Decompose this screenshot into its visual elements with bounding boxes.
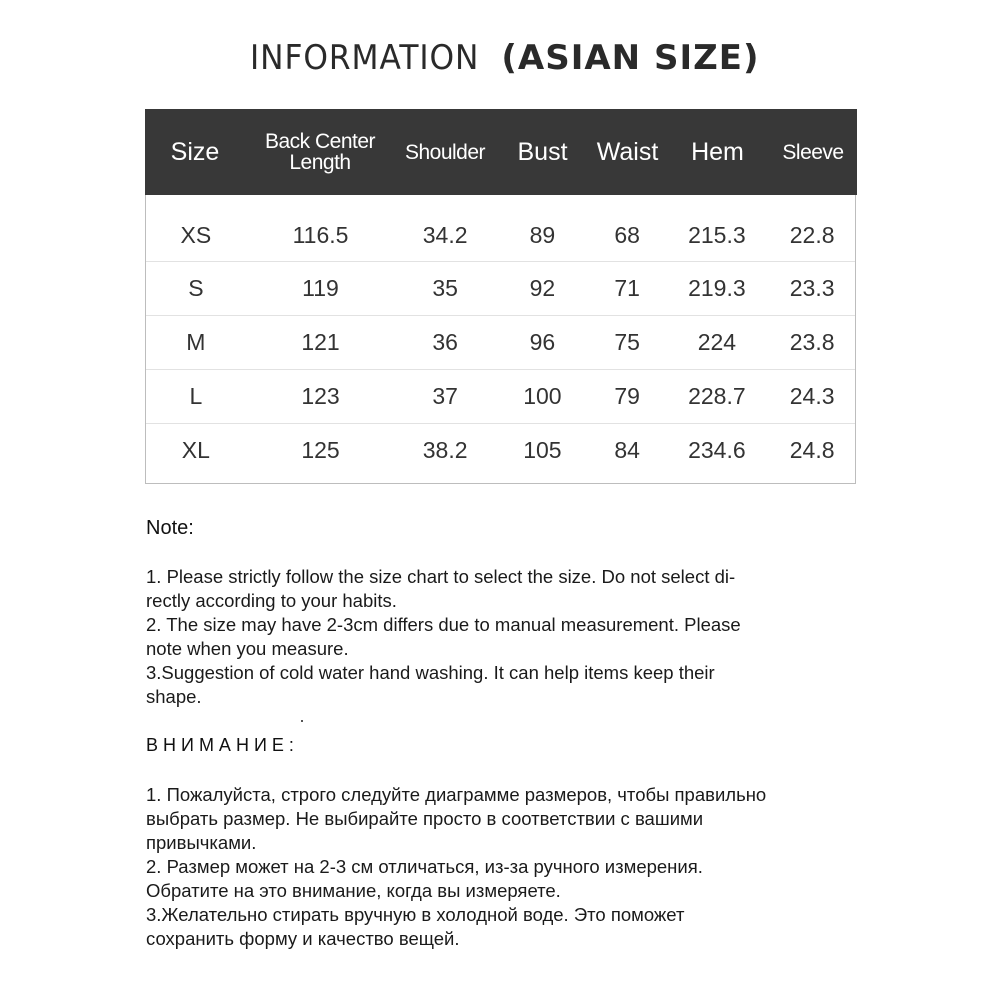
russian-note-line: 1. Пожалуйста, строго следуйте диаграмме размеров, чтобы правильно <box>146 784 767 805</box>
cell-waist: 84 <box>614 437 640 463</box>
russian-note-line: 2. Размер может на 2-3 см отличаться, из-за ручного измерения. <box>146 856 703 877</box>
cell-sleeve: 23.8 <box>789 329 835 355</box>
cell-back-center-length: 116.5 <box>292 221 349 248</box>
cell-waist: 75 <box>614 329 640 355</box>
header-hem: Hem <box>691 138 744 166</box>
cell-sleeve: 24.3 <box>789 383 835 409</box>
cell-bust: 92 <box>529 275 556 301</box>
cell-bust: 96 <box>529 329 556 355</box>
table-body <box>146 195 855 477</box>
size-table <box>145 109 856 484</box>
note-line: 1. Please strictly follow the size chart to select the size. Do not select di- <box>146 566 736 587</box>
note-line: 3.Suggestion of cold water hand washing. It can help items keep their <box>146 662 715 683</box>
note-heading: Note: <box>146 517 194 539</box>
note-body <box>146 565 846 709</box>
cell-bust: 100 <box>523 383 562 409</box>
title-information: INFORMATION <box>250 38 480 78</box>
header-bust: Bust <box>517 138 568 166</box>
note-line: rectly according to your habits. <box>146 590 397 611</box>
cell-back-center-length: 123 <box>301 383 340 409</box>
cell-waist: 71 <box>614 275 640 301</box>
cell-shoulder: 34.2 <box>422 221 468 248</box>
cell-shoulder: 35 <box>432 275 458 301</box>
note-line: 2. The size may have 2-3cm differs due to manual measurement. Please <box>146 614 741 635</box>
russian-note-line: сохранить форму и качество вещей. <box>146 928 460 949</box>
russian-note-line: привычками. <box>146 832 257 853</box>
table-row <box>146 315 855 369</box>
cell-back-center-length: 119 <box>302 275 339 301</box>
cell-sleeve: 23.3 <box>789 275 835 301</box>
cell-shoulder: 36 <box>432 329 458 355</box>
cell-shoulder: 37 <box>432 383 458 409</box>
header-sleeve: Sleeve <box>782 140 844 164</box>
russian-note-body <box>146 783 856 951</box>
cell-size: L <box>189 383 203 409</box>
header-back-center-line2: Length <box>289 151 351 174</box>
table-row <box>146 423 855 477</box>
header-size: Size <box>170 138 220 166</box>
cell-shoulder: 38.2 <box>422 437 468 463</box>
cell-back-center-length: 121 <box>301 329 340 355</box>
table-row <box>146 369 855 423</box>
russian-note-heading: ВНИМАНИЕ: <box>146 735 299 755</box>
stray-dot <box>301 720 303 722</box>
cell-waist: 68 <box>614 221 640 248</box>
russian-note-line: Обратите на это внимание, когда вы измеряете. <box>146 880 561 901</box>
cell-hem: 219.3 <box>688 275 746 301</box>
note-line: note when you measure. <box>146 638 349 659</box>
table-header <box>145 109 857 195</box>
cell-size: XL <box>181 437 210 463</box>
cell-bust: 105 <box>523 437 562 463</box>
cell-hem: 228.7 <box>688 383 746 409</box>
cell-hem: 215.3 <box>688 221 746 248</box>
title-asian-size: (ASIAN SIZE) <box>501 38 760 78</box>
header-back-center-line1: Back Center <box>264 130 376 153</box>
table-row <box>146 261 855 315</box>
cell-size: S <box>188 275 204 301</box>
cell-back-center-length: 125 <box>301 437 340 463</box>
cell-sleeve: 24.8 <box>789 437 835 463</box>
russian-note-line: 3.Желательно стирать вручную в холодной воде. Это поможет <box>146 904 685 925</box>
header-back-center-length <box>245 131 395 173</box>
russian-note-line: выбрать размер. Не выбирайте просто в соответствии с вашими <box>146 808 704 829</box>
cell-sleeve: 22.8 <box>789 221 835 248</box>
header-shoulder: Shoulder <box>404 140 486 164</box>
cell-bust: 89 <box>529 221 556 248</box>
header-waist: Waist <box>596 138 659 166</box>
page-title <box>0 36 1000 79</box>
note-line: shape. <box>146 686 202 707</box>
table-row <box>146 195 855 261</box>
cell-size: XS <box>180 221 212 248</box>
cell-size: M <box>186 329 206 355</box>
cell-hem: 234.6 <box>688 437 746 463</box>
cell-hem: 224 <box>697 329 737 355</box>
cell-waist: 79 <box>614 383 640 409</box>
